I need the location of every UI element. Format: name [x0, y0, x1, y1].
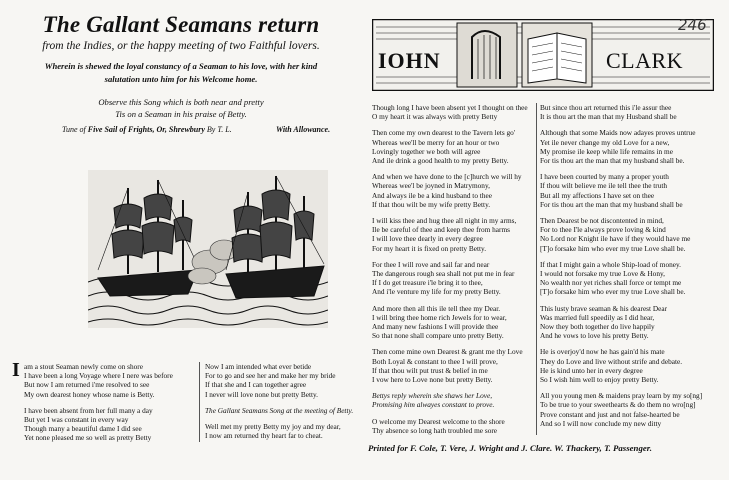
- verse-line: And many new fashions I will provide thee: [372, 322, 499, 332]
- part-heading-text: Bettys reply wherein she shaws her Love,: [372, 391, 493, 401]
- verse-line: No Lord nor Knight ile have if they would have me: [540, 234, 691, 244]
- stanza: [372, 304, 528, 341]
- verse-line: And i'le venture my life for my pretty Betty.: [372, 287, 501, 297]
- right-col-1: [372, 103, 528, 442]
- ballad-title: The Gallant Seamans return: [42, 12, 320, 37]
- verse-line: To be true to your sweethearts & do them no wro[ng]: [540, 400, 696, 410]
- verse-line: For thee I will rove and sail far and near: [372, 259, 490, 269]
- stanza: [372, 216, 528, 253]
- verse-line: If I do get treasure i'le bring it to thee,: [372, 278, 483, 288]
- verse-line: And always ile be a kind husband to thee: [372, 190, 492, 200]
- verse-line: am a stout Seaman newly come on shore: [24, 362, 143, 371]
- verse-line: And more then all this ile tell thee my Dear.: [372, 303, 501, 313]
- stanza: [372, 172, 528, 209]
- stanza: [540, 391, 702, 428]
- verse-line: I vow here to Love none but pretty Betty.: [372, 375, 493, 385]
- verse-line: But since thou art returned this i'le assur thee: [540, 103, 672, 112]
- left-col-2: [205, 362, 353, 447]
- part-heading: [372, 391, 528, 409]
- wherein-line: salutation unto him for his Welcome home.: [104, 74, 258, 84]
- stanza: [372, 103, 528, 121]
- verse-line: For tis thou art the man that my husband shall be.: [540, 156, 685, 166]
- stanza: [540, 304, 702, 341]
- verse-line: Though long I have been absent yet I thought on thee: [372, 103, 528, 112]
- verse-line: Although that some Maids now adayes proves untrue: [540, 128, 696, 138]
- verse-line: Now they both together do live happily: [540, 322, 655, 332]
- verse-line: For to go and see her and make her my bride: [205, 371, 336, 381]
- bible-icon: [528, 33, 557, 83]
- verse-line: And ile drink a good health to my pretty Betty.: [372, 156, 509, 166]
- verse-line: I have been absent from her full many a day: [24, 405, 153, 415]
- verse-line: Thy absence so long hath troubled me sore: [372, 425, 498, 435]
- verse-line: For my heart it is fixed on pretty Betty.: [372, 243, 487, 253]
- verse-line: So that none shall compare unto pretty Betty.: [372, 331, 504, 341]
- verse-line: [T]o forsake him who ever my true Love shall be.: [540, 287, 686, 297]
- stanza: [540, 103, 702, 121]
- part-heading-text: Promising him alwayes constant to prove.: [372, 400, 495, 410]
- verse-line: My own dearest honey whose name is Betty.: [24, 389, 155, 399]
- verse-line: Though many a beautiful dame I did see: [24, 424, 142, 434]
- verse-line: I have been a long Voyage where I nere was before: [24, 371, 173, 381]
- verse-line: I will love thee dearly in every degree: [372, 234, 483, 244]
- stanza: [540, 128, 702, 165]
- column-rule: [536, 103, 537, 435]
- verse-line: But all my affections I have set on thee: [540, 190, 655, 200]
- verse-line: [T]o forsake him who ever my true Love shall be.: [540, 243, 686, 253]
- wherein-line: Wherein is shewed the loyal constancy of a Seaman to his love, with her kind: [44, 61, 318, 71]
- verse-line: O welcome my Dearest welcome to the shore: [372, 416, 505, 426]
- verse-line: Was married full speedily as I did hear,: [540, 312, 655, 322]
- verse-line: I will kiss thee and hug thee all night in my arms,: [372, 216, 517, 226]
- stanza: [372, 347, 528, 384]
- verse-line: They do Love and live without strife and debate.: [540, 356, 683, 366]
- verse-line: And so I will now conclude my new ditty: [540, 418, 662, 428]
- verse-line: I have been courted by many a proper youth: [540, 172, 669, 182]
- verse-line: But yet I was constant in every way: [24, 415, 129, 425]
- verse-line: Then come mine own Dearest & grant me thy Love: [372, 347, 523, 357]
- verse-line: I never will love none but pretty Betty.: [205, 389, 319, 399]
- verse-line: Then Dearest be not discontented in mind,: [540, 216, 664, 226]
- verse-line: If that I might gain a whole Ship-load of money.: [540, 259, 681, 269]
- verse-line: Prove constant and just and not false-hearted be: [540, 409, 680, 419]
- stanza: [372, 417, 528, 435]
- drop-cap: I: [12, 359, 20, 381]
- tune-author: By T. L.: [206, 125, 232, 134]
- column-rule: [199, 362, 200, 442]
- verse-line: I now am returned thy heart far to cheat.: [205, 431, 323, 441]
- verse-line: My promise ile keep while life remains in me: [540, 146, 673, 156]
- verse-line: Both Loyal & constant to thee I will prove,: [372, 356, 498, 366]
- verse-line: Yet none pleased me so well as pretty Betty: [24, 433, 152, 443]
- right-col-2: [540, 103, 702, 435]
- verse-line: Well met my pretty Betty my joy and my dear,: [205, 422, 341, 432]
- verse-line: Lovingly together we both will agree: [372, 146, 481, 156]
- stanza: [540, 260, 702, 297]
- verse-line: So I wish him well to enjoy pretty Betty.: [540, 375, 659, 385]
- printer-imprint: Printed for F. Cole, T. Vere, J. Wright and J. Clare. W. Thackery, T. Passenger.: [368, 443, 652, 453]
- verse-line: And he vows to love his pretty Betty.: [540, 331, 649, 341]
- stanza: [24, 362, 173, 399]
- part-heading: [205, 406, 353, 415]
- verse-line: Whereas wee'l be joyned in Matrymony,: [372, 181, 490, 191]
- ships-woodcut: [88, 170, 328, 328]
- verse-line: Now I am intended what ever betide: [205, 362, 312, 371]
- stanza: [540, 172, 702, 209]
- verse-line: And when we have done to the [c]hurch we will hy: [372, 172, 522, 182]
- observe-line: Observe this Song which is both near and pretty: [98, 97, 264, 107]
- tune-name: Five Sail of Frights, Or, Shrewbury: [87, 125, 205, 134]
- tune-line: [62, 125, 232, 134]
- stanza: [205, 362, 353, 399]
- verse-line: If that thou wilt be my wife pretty Betty.: [372, 199, 491, 209]
- verse-line: It is thou art the man that my Husband shall be: [540, 112, 677, 122]
- header-name-right: CLARK: [606, 48, 684, 73]
- allowance-text: With Allowance.: [276, 125, 331, 134]
- verse-line: If that thou wilt put trust & belief in me: [372, 365, 488, 375]
- part-heading-text: The Gallant Seamans Song at the meeting of Betty.: [205, 405, 354, 415]
- verse-line: No wealth nor yet riches shall force or tempt me: [540, 278, 682, 288]
- stanza: [24, 406, 173, 443]
- left-col-1: [24, 362, 173, 450]
- verse-line: This lusty brave seaman & his dearest Dear: [540, 303, 668, 313]
- verse-line: But now I am returned i'me resolved to see: [24, 380, 150, 390]
- observe-couplet: [12, 96, 350, 120]
- stanza: [540, 347, 702, 384]
- header-name-left: IOHN: [378, 48, 441, 73]
- verse-line: Ile be careful of thee and keep thee from harms: [372, 225, 510, 235]
- verse-line: If that she and I can together agree: [205, 380, 307, 390]
- stanza: [372, 128, 528, 165]
- verse-line: He is overjoy'd now he has gain'd his mate: [540, 347, 665, 357]
- verse-line: Yet ile never change my old Love for a new,: [540, 137, 670, 147]
- stanza: [540, 216, 702, 253]
- ballad-subtitle: from the Indies, or the happy meeting of two Faithful lovers.: [42, 40, 320, 52]
- wherein-text: [12, 60, 350, 86]
- stanza: [372, 260, 528, 297]
- verse-line: The dangerous rough sea shall not put me in fear: [372, 269, 515, 279]
- verse-line: All you young men & maidens pray learn by my so[ng]: [540, 391, 703, 401]
- verse-line: If thou wilt believe me ile tell thee the truth: [540, 181, 668, 191]
- verse-line: I will bring thee home rich Jewels for to wear,: [372, 312, 507, 322]
- verse-line: Whereas wee'll be merry for an hour or two: [372, 137, 500, 147]
- tune-prefix: Tune of: [62, 125, 86, 134]
- stanza: [205, 422, 353, 440]
- page-number: 246: [678, 16, 707, 34]
- verse-line: For to thee I'le always prove loving & kind: [540, 225, 666, 235]
- observe-line: Tis on a Seaman in his praise of Betty.: [115, 109, 247, 119]
- verse-line: Then come my own dearest to the Tavern lets go': [372, 128, 516, 138]
- verse-line: For tis thou art the man that my husband shall be: [540, 199, 683, 209]
- verse-line: I would not forsake my true Love & Hony,: [540, 269, 665, 279]
- verse-line: O my heart it was always with pretty Betty: [372, 112, 498, 122]
- verse-line: He is kind unto her in every degree: [540, 365, 643, 375]
